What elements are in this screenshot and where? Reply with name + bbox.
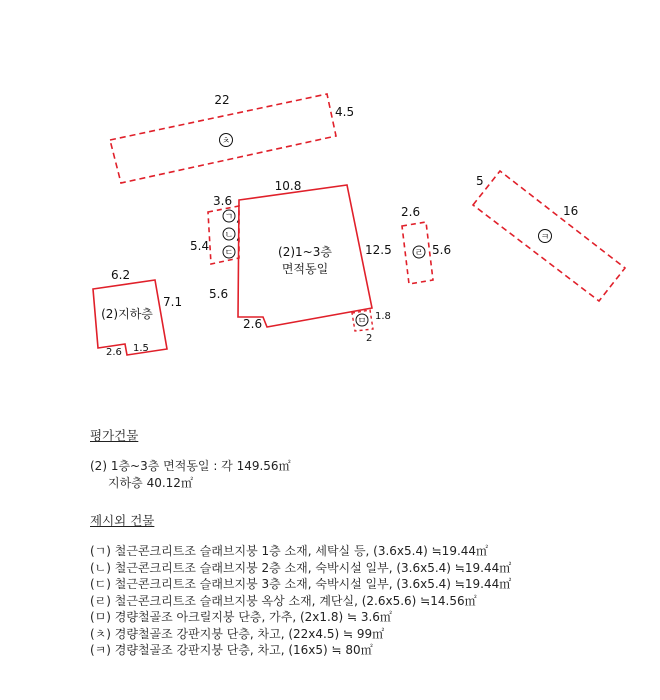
building-basement: [93, 268, 182, 358]
excluded-title: 제시외 건물: [90, 513, 155, 528]
chieut-marker: ㅊ: [221, 136, 231, 147]
mieum-right-dim: 1.8: [375, 311, 391, 322]
kieuk-right-dim: 16: [563, 204, 579, 218]
chieut-top-dim: 22: [214, 93, 230, 107]
main-bottom-dim: 2.6: [243, 317, 263, 331]
main-left-dim: 5.6: [209, 287, 229, 301]
rieul-top-dim: 2.6: [401, 205, 421, 219]
main-name-line1: (2)1~3층: [278, 245, 332, 259]
excluded-line: (ㅊ) 경량철골조 강판지붕 단층, 차고, (22x4.5) ≒ 99㎡: [90, 626, 385, 641]
excluded-line: (ㄱ) 철근콘크리트조 슬래브지붕 1층 소재, 세탁실 등, (3.6x5.4) ≒19.44㎡: [90, 544, 489, 558]
rieul-right-dim: 5.6: [432, 243, 452, 257]
building-rieul: [401, 205, 451, 284]
building-kieuk: [473, 171, 625, 301]
chieut-right-dim: 4.5: [335, 105, 355, 119]
digeut-marker: ㄷ: [224, 248, 234, 259]
building-chieut: [110, 93, 354, 183]
mieum-marker: ㅁ: [357, 316, 367, 327]
excluded-line: (ㄴ) 철근콘크리트조 슬래브지붕 2층 소재, 숙박시설 일부, (3.6x5.4) ≒19.44㎡: [90, 560, 512, 575]
building-giyeok-nieun-digeut: [190, 194, 239, 264]
evaluated-list: [90, 458, 291, 491]
main-top-dim: 10.8: [274, 179, 302, 193]
excluded-line: (ㄹ) 철근콘크리트조 슬래브지붕 옥상 소재, 계단실, (2.6x5.6) ≒14.56㎡: [90, 593, 477, 608]
kieuk-left-dim: 5: [476, 174, 484, 188]
excluded-line: (ㅁ) 경량철골조 아크릴지붕 단층, 가추, (2x1.8) ≒ 3.6㎡: [90, 610, 392, 624]
rieul-marker: ㄹ: [414, 248, 424, 259]
excluded-list: [90, 543, 511, 659]
giyeok-left-dim: 5.4: [190, 239, 210, 253]
excluded-line: (ㅋ) 경량철골조 강판지붕 단층, 차고, (16x5) ≒ 80㎡: [90, 643, 373, 657]
evaluated-title: 평가건물: [90, 428, 139, 443]
giyeok-marker: ㄱ: [224, 212, 234, 223]
basement-bottom-left-dim: 2.6: [106, 347, 122, 358]
kieuk-marker: ㅋ: [540, 232, 550, 243]
evaluated-line: 지하층 40.12㎡: [108, 475, 193, 490]
basement-bottom-right-dim: 1.5: [133, 343, 149, 354]
building-mieum: [352, 310, 391, 344]
giyeok-top-dim: 3.6: [213, 194, 233, 208]
evaluated-line: (2) 1층~3층 면적동일 : 각 149.56㎡: [90, 459, 291, 473]
nieun-marker: ㄴ: [224, 230, 234, 241]
mieum-bottom-dim: 2: [366, 333, 373, 344]
basement-name: (2)지하층: [101, 307, 153, 321]
basement-top-dim: 6.2: [111, 268, 131, 282]
svg-text:,: ,: [236, 232, 240, 243]
svg-text:,: ,: [236, 214, 240, 225]
main-name-line2: 면적동일: [281, 262, 329, 276]
building-main: [209, 179, 392, 331]
excluded-line: (ㄷ) 철근콘크리트조 슬래브지붕 3층 소재, 숙박시설 일부, (3.6x5.4) ≒19.44㎡: [90, 577, 512, 591]
main-right-dim: 12.5: [365, 243, 392, 257]
basement-right-dim: 7.1: [163, 295, 183, 309]
